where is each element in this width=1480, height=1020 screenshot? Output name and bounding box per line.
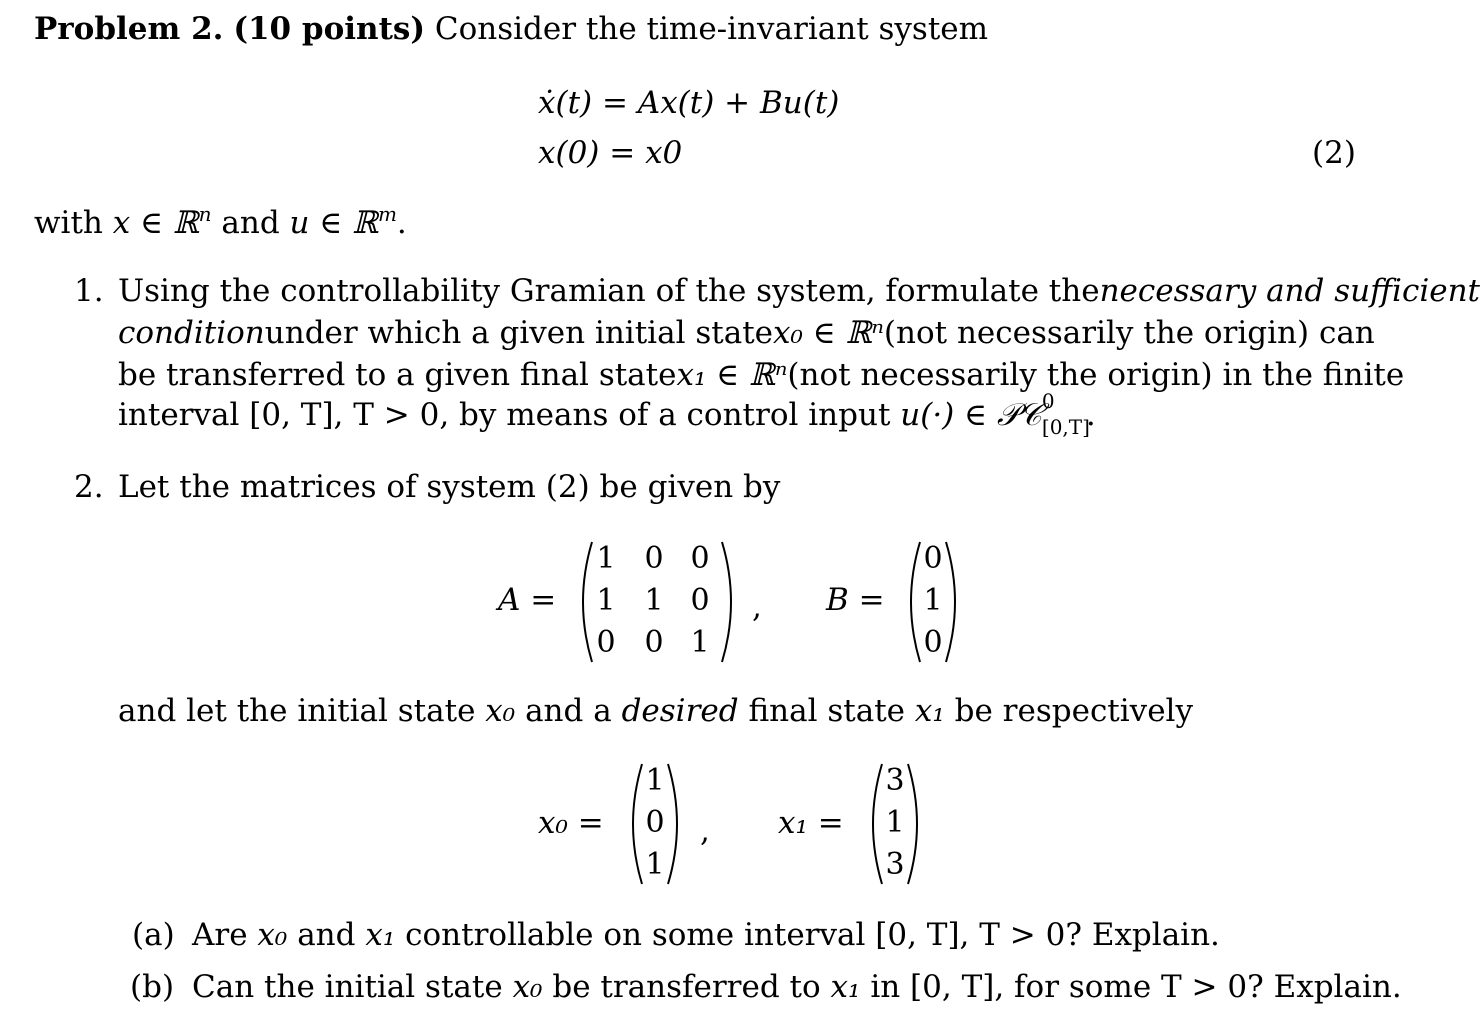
matrix-cell: 1: [923, 583, 943, 618]
item-1-line-3: [118, 357, 1405, 393]
x0-label: x₀ =: [538, 805, 604, 841]
desired-word: desired: [621, 693, 739, 729]
item-1-text-f: (not necessarily the origin) in the finite: [787, 357, 1405, 393]
matrix-a: [572, 540, 742, 664]
vector-cell: 1: [645, 763, 665, 798]
a-text-5: controllable on some interval [0, T], T > 0? Explain.: [405, 917, 1220, 953]
subitem-a-label: (a): [132, 917, 175, 953]
matrix-a-label: A =: [498, 582, 557, 618]
item-1-text-d: (not necessarily the origin) can: [883, 315, 1375, 351]
with-line: [34, 202, 407, 241]
subitem-b-label: (b): [130, 969, 175, 1005]
item-1-line-1: [118, 273, 1480, 309]
item-2-line-2: [118, 693, 1193, 729]
problem-points: (10 points): [233, 11, 426, 47]
pc-sub: [0,T]: [1041, 415, 1090, 439]
n-sup: n: [198, 202, 212, 226]
item-1-text-b: necessary and sufficient: [1099, 273, 1480, 309]
item-2-number: 2.: [74, 469, 104, 505]
a-x0: x₀: [257, 917, 288, 953]
item-2-line-1: Let the matrices of system (2) be given by: [118, 469, 781, 505]
item-1-number: 1.: [74, 273, 104, 309]
x1-vector: [862, 762, 928, 886]
period: .: [396, 205, 407, 241]
right-paren-icon: [718, 540, 742, 664]
matrix-cell: 0: [644, 625, 664, 660]
u-domain: u ∈ ℝ: [289, 205, 378, 241]
equation-number: (2): [1312, 135, 1356, 171]
subitem-a-text: [192, 917, 1220, 953]
x1-label: x₁ =: [778, 805, 844, 841]
item-1-text-g: interval [0, T], T > 0, by means of a control input: [118, 397, 891, 433]
item-1-text-e: be transferred to a given final state: [118, 357, 677, 393]
problem-header: [34, 11, 989, 47]
x0-symbol: x₀: [485, 693, 516, 729]
item-1-input-set: u(·) ∈ 𝒫𝒞: [900, 397, 1042, 433]
text-g: be respectively: [954, 693, 1193, 729]
b-x0: x₀: [512, 969, 543, 1005]
with-word: with: [34, 205, 103, 241]
item-1-condition: condition: [118, 315, 265, 351]
x1-symbol: x₁: [914, 693, 945, 729]
matrix-cell: 0: [690, 583, 710, 618]
problem-label: Problem 2.: [34, 11, 224, 47]
text-e: final state: [748, 693, 905, 729]
item-1-text-a: Using the controllability Gramian of the system, formulate the: [118, 273, 1100, 309]
equation-line-2: x(0) = x0: [538, 135, 683, 171]
vector-cell: 3: [885, 847, 905, 882]
x-domain: x ∈ ℝ: [112, 205, 199, 241]
b-text-1: Can the initial state: [192, 969, 503, 1005]
item-1-end: .: [1085, 397, 1096, 433]
vector-cell: 1: [645, 847, 665, 882]
text-c: and a: [525, 693, 612, 729]
equation-line-1: ẋ(t) = Ax(t) + Bu(t): [538, 85, 840, 121]
item-1-text-c: under which a given initial state: [264, 315, 773, 351]
matrix-cell: 1: [596, 541, 616, 576]
matrix-cell: 0: [923, 625, 943, 660]
matrix-cell: 0: [644, 541, 664, 576]
matrix-b: [900, 540, 966, 664]
text-a: and let the initial state: [118, 693, 476, 729]
m-sup: m: [377, 202, 397, 226]
matrix-cell: 0: [923, 541, 943, 576]
matrix-b-label: B =: [826, 582, 885, 618]
vector-cell: 1: [885, 805, 905, 840]
matrix-cell: 1: [690, 625, 710, 660]
a-text-3: and: [297, 917, 356, 953]
b-text-3: be transferred to: [552, 969, 821, 1005]
item-1-x0: x₀ ∈ ℝⁿ: [773, 315, 884, 351]
matrix-cell: 1: [596, 583, 616, 618]
vector-cell: 3: [885, 763, 905, 798]
x0-vector: [622, 762, 688, 886]
item-1-line-2: [118, 315, 1375, 351]
pc-sup: 0: [1041, 389, 1055, 413]
comma: ,: [700, 813, 710, 849]
a-text-1: Are: [192, 917, 248, 953]
item-1-x1: x₁ ∈ ℝⁿ: [676, 357, 788, 393]
b-x1: x₁: [830, 969, 861, 1005]
matrix-cell: 0: [596, 625, 616, 660]
item-1-line-4: [118, 389, 1096, 439]
b-text-5: in [0, T], for some T > 0? Explain.: [870, 969, 1402, 1005]
matrix-cell: 1: [644, 583, 664, 618]
matrix-cell: 0: [690, 541, 710, 576]
comma: ,: [752, 589, 762, 625]
and-word: and: [221, 205, 280, 241]
subitem-b-text: [192, 969, 1402, 1005]
vector-cell: 0: [645, 805, 665, 840]
a-x1: x₁: [365, 917, 396, 953]
problem-intro: Consider the time-invariant system: [434, 11, 989, 47]
